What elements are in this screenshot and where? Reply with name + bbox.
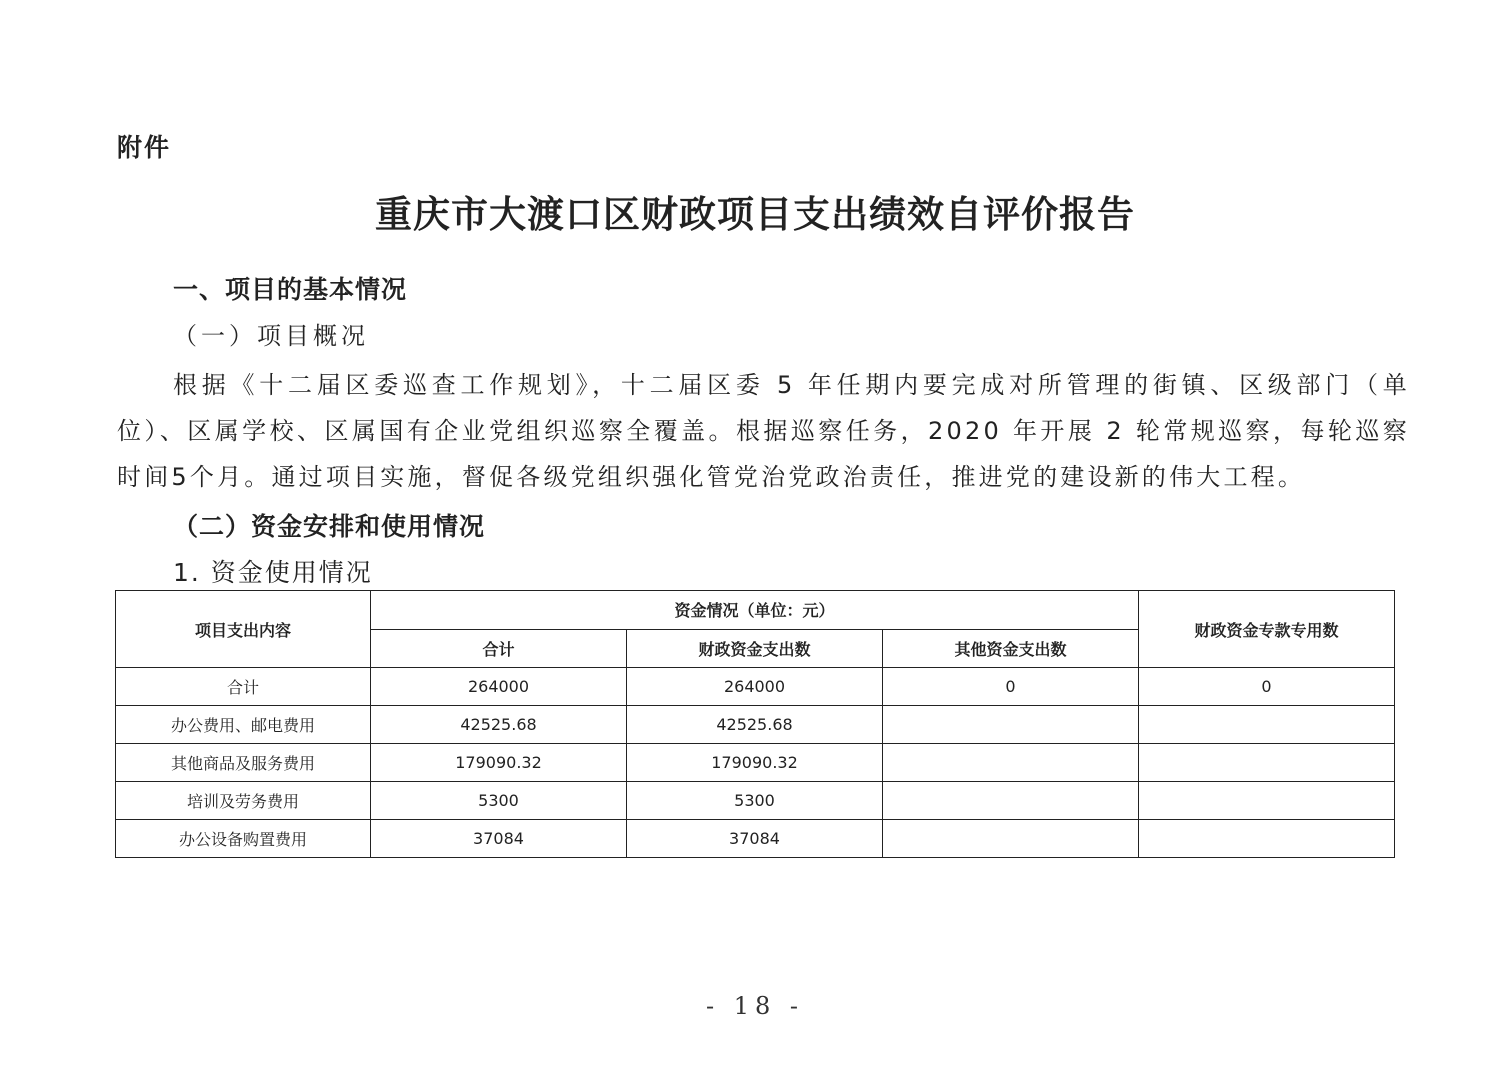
cell-other: 0	[883, 668, 1139, 706]
attachment-label: 附件	[117, 133, 172, 162]
fund-usage-heading: 1. 资金使用情况	[173, 558, 373, 587]
header-total: 合计	[371, 629, 627, 668]
cell-other	[883, 744, 1139, 782]
cell-total: 179090.32	[371, 744, 627, 782]
cell-total: 5300	[371, 782, 627, 820]
fund-usage-table	[115, 590, 1395, 858]
table-row	[116, 744, 1395, 782]
cell-fiscal: 179090.32	[627, 744, 883, 782]
page-number: - 18 -	[705, 992, 804, 1020]
overview-paragraph: 根据《十二届区委巡查工作规划》，十二届区委 5 年任期内要完成对所管理的街镇、区级部门（单位）、区属学校、区属国有企业党组织巡察全覆盖。根据巡察任务，2020 年开展 2 轮常规巡察，每轮巡察时间5个月。通过项目实施，督促各级党组织强化管党治党政治责任，推进党的建设新的伟大工程。	[117, 371, 1410, 491]
cell-fiscal: 42525.68	[627, 706, 883, 744]
header-fiscal: 财政资金支出数	[627, 629, 883, 668]
document-title: 重庆市大渡口区财政项目支出绩效自评价报告	[375, 192, 1135, 236]
cell-item: 培训及劳务费用	[116, 782, 371, 820]
cell-fiscal: 264000	[627, 668, 883, 706]
cell-item: 其他商品及服务费用	[116, 744, 371, 782]
cell-special	[1139, 782, 1395, 820]
table-row	[116, 706, 1395, 744]
cell-other	[883, 782, 1139, 820]
table-row	[116, 820, 1395, 858]
header-funds-group: 资金情况（单位：元）	[371, 591, 1139, 630]
table-row	[116, 668, 1395, 706]
cell-fiscal: 5300	[627, 782, 883, 820]
cell-total: 37084	[371, 820, 627, 858]
subsection-heading-funds: （二）资金安排和使用情况	[173, 512, 486, 541]
cell-item: 办公费用、邮电费用	[116, 706, 371, 744]
cell-item: 办公设备购置费用	[116, 820, 371, 858]
subsection-heading-overview: （一）项目概况	[173, 322, 369, 350]
table-row	[116, 782, 1395, 820]
header-other: 其他资金支出数	[883, 629, 1139, 668]
cell-other	[883, 820, 1139, 858]
cell-special	[1139, 706, 1395, 744]
cell-item: 合计	[116, 668, 371, 706]
cell-fiscal: 37084	[627, 820, 883, 858]
cell-other	[883, 706, 1139, 744]
cell-total: 42525.68	[371, 706, 627, 744]
header-content: 项目支出内容	[116, 591, 371, 668]
header-special: 财政资金专款专用数	[1139, 591, 1395, 668]
cell-special: 0	[1139, 668, 1395, 706]
cell-special	[1139, 820, 1395, 858]
cell-total: 264000	[371, 668, 627, 706]
section-heading-basic-info: 一、项目的基本情况	[173, 275, 408, 304]
cell-special	[1139, 744, 1395, 782]
